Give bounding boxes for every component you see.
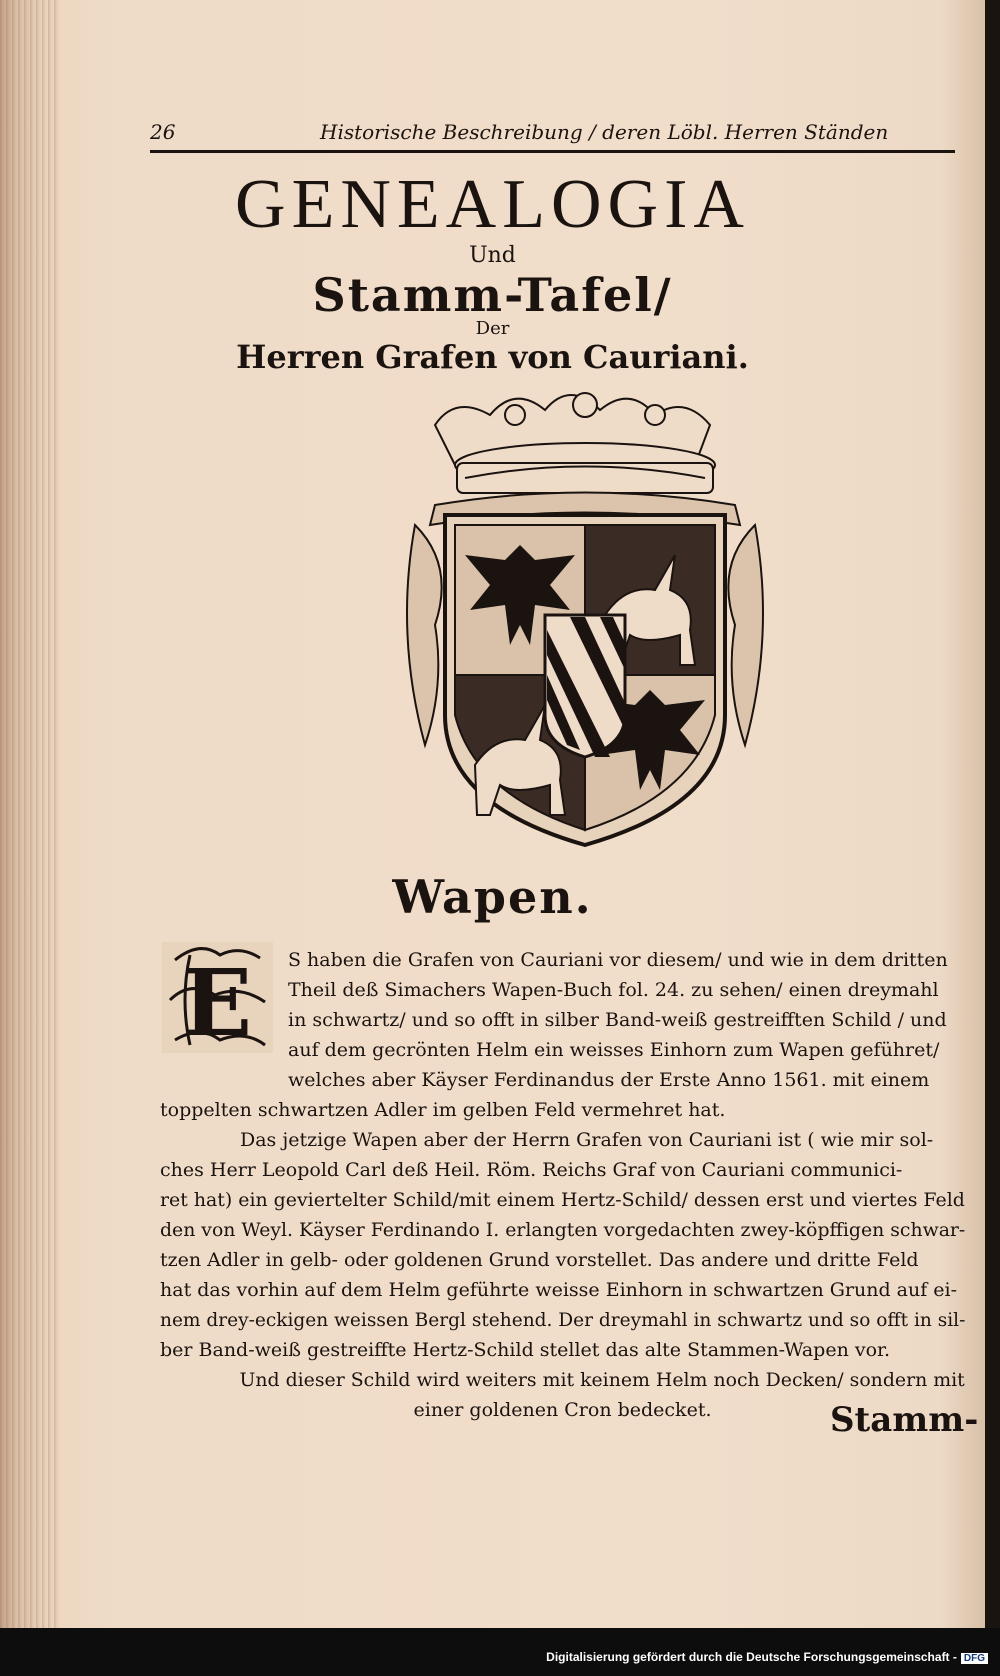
body-line: tzen Adler in gelb- oder goldenen Grund vorstellet. Das andere und dritte Feld — [160, 1249, 919, 1271]
running-header — [150, 120, 950, 150]
svg-text:E: E — [182, 949, 253, 1055]
title-genealogia: GENEALOGIA — [235, 166, 750, 243]
title-stamm-tafel: Stamm-Tafel/ — [312, 268, 673, 322]
section-heading-wapen: Wapen. — [392, 870, 593, 924]
body-line: den von Weyl. Käyser Ferdinando I. erlangten vorgedachten zwey-köpffigen schwar- — [160, 1219, 966, 1241]
catchword: Stamm- — [830, 1400, 979, 1440]
body-line: auf dem gecrönten Helm ein weisses Einhorn zum Wapen geführet/ — [288, 1039, 940, 1061]
body-line: nem drey-eckigen weissen Bergl stehend. Der dreymahl in schwartz und so offt in sil- — [160, 1309, 966, 1331]
body-line: Und dieser Schild wird weiters mit keinem Helm noch Decken/ sondern mit — [239, 1369, 965, 1391]
digitization-credit — [546, 1650, 988, 1664]
body-line: toppelten schwartzen Adler im gelben Feld vermehret hat. — [160, 1099, 726, 1121]
body-line: Das jetzige Wapen aber der Herrn Grafen von Cauriani ist ( wie mir sol- — [240, 1129, 934, 1151]
body-line: ret hat) ein geviertelter Schild/mit einem Hertz-Schild/ dessen erst und viertes Feld — [160, 1189, 965, 1211]
title-family: Herren Grafen von Cauriani. — [236, 338, 749, 376]
dfg-logo: DFG — [961, 1653, 988, 1664]
header-rule — [150, 150, 955, 153]
credit-text: Digitalisierung gefördert durch die Deutsche Forschungsgemeinschaft - — [546, 1650, 957, 1664]
running-title: Historische Beschreibung / deren Löbl. Herren Ständen — [320, 120, 889, 144]
body-line: einer goldenen Cron bedecket. — [413, 1399, 712, 1421]
body-line: in schwartz/ und so offt in silber Band-weiß gestreifften Schild / und — [288, 1009, 947, 1031]
coat-of-arms-icon — [395, 385, 775, 865]
body-line: ches Herr Leopold Carl deß Heil. Röm. Reichs Graf von Cauriani communici- — [160, 1159, 903, 1181]
body-line: Theil deß Simachers Wapen-Buch fol. 24. zu sehen/ einen dreymahl — [288, 979, 939, 1001]
title-und: Und — [469, 243, 516, 268]
title-der: Der — [475, 318, 510, 339]
body-line: hat das vorhin auf dem Helm geführte weisse Einhorn in schwartzen Grund auf ei- — [160, 1279, 958, 1301]
body-line: S haben die Grafen von Cauriani vor diesem/ und wie in dem dritten — [288, 949, 948, 971]
body-line: ber Band-weiß gestreiffte Hertz-Schild stellet das alte Stammen-Wapen vor. — [160, 1339, 891, 1361]
body-line: welches aber Käyser Ferdinandus der Erste Anno 1561. mit einem — [288, 1069, 930, 1091]
body-text — [160, 945, 965, 1425]
page-number: 26 — [150, 120, 176, 144]
